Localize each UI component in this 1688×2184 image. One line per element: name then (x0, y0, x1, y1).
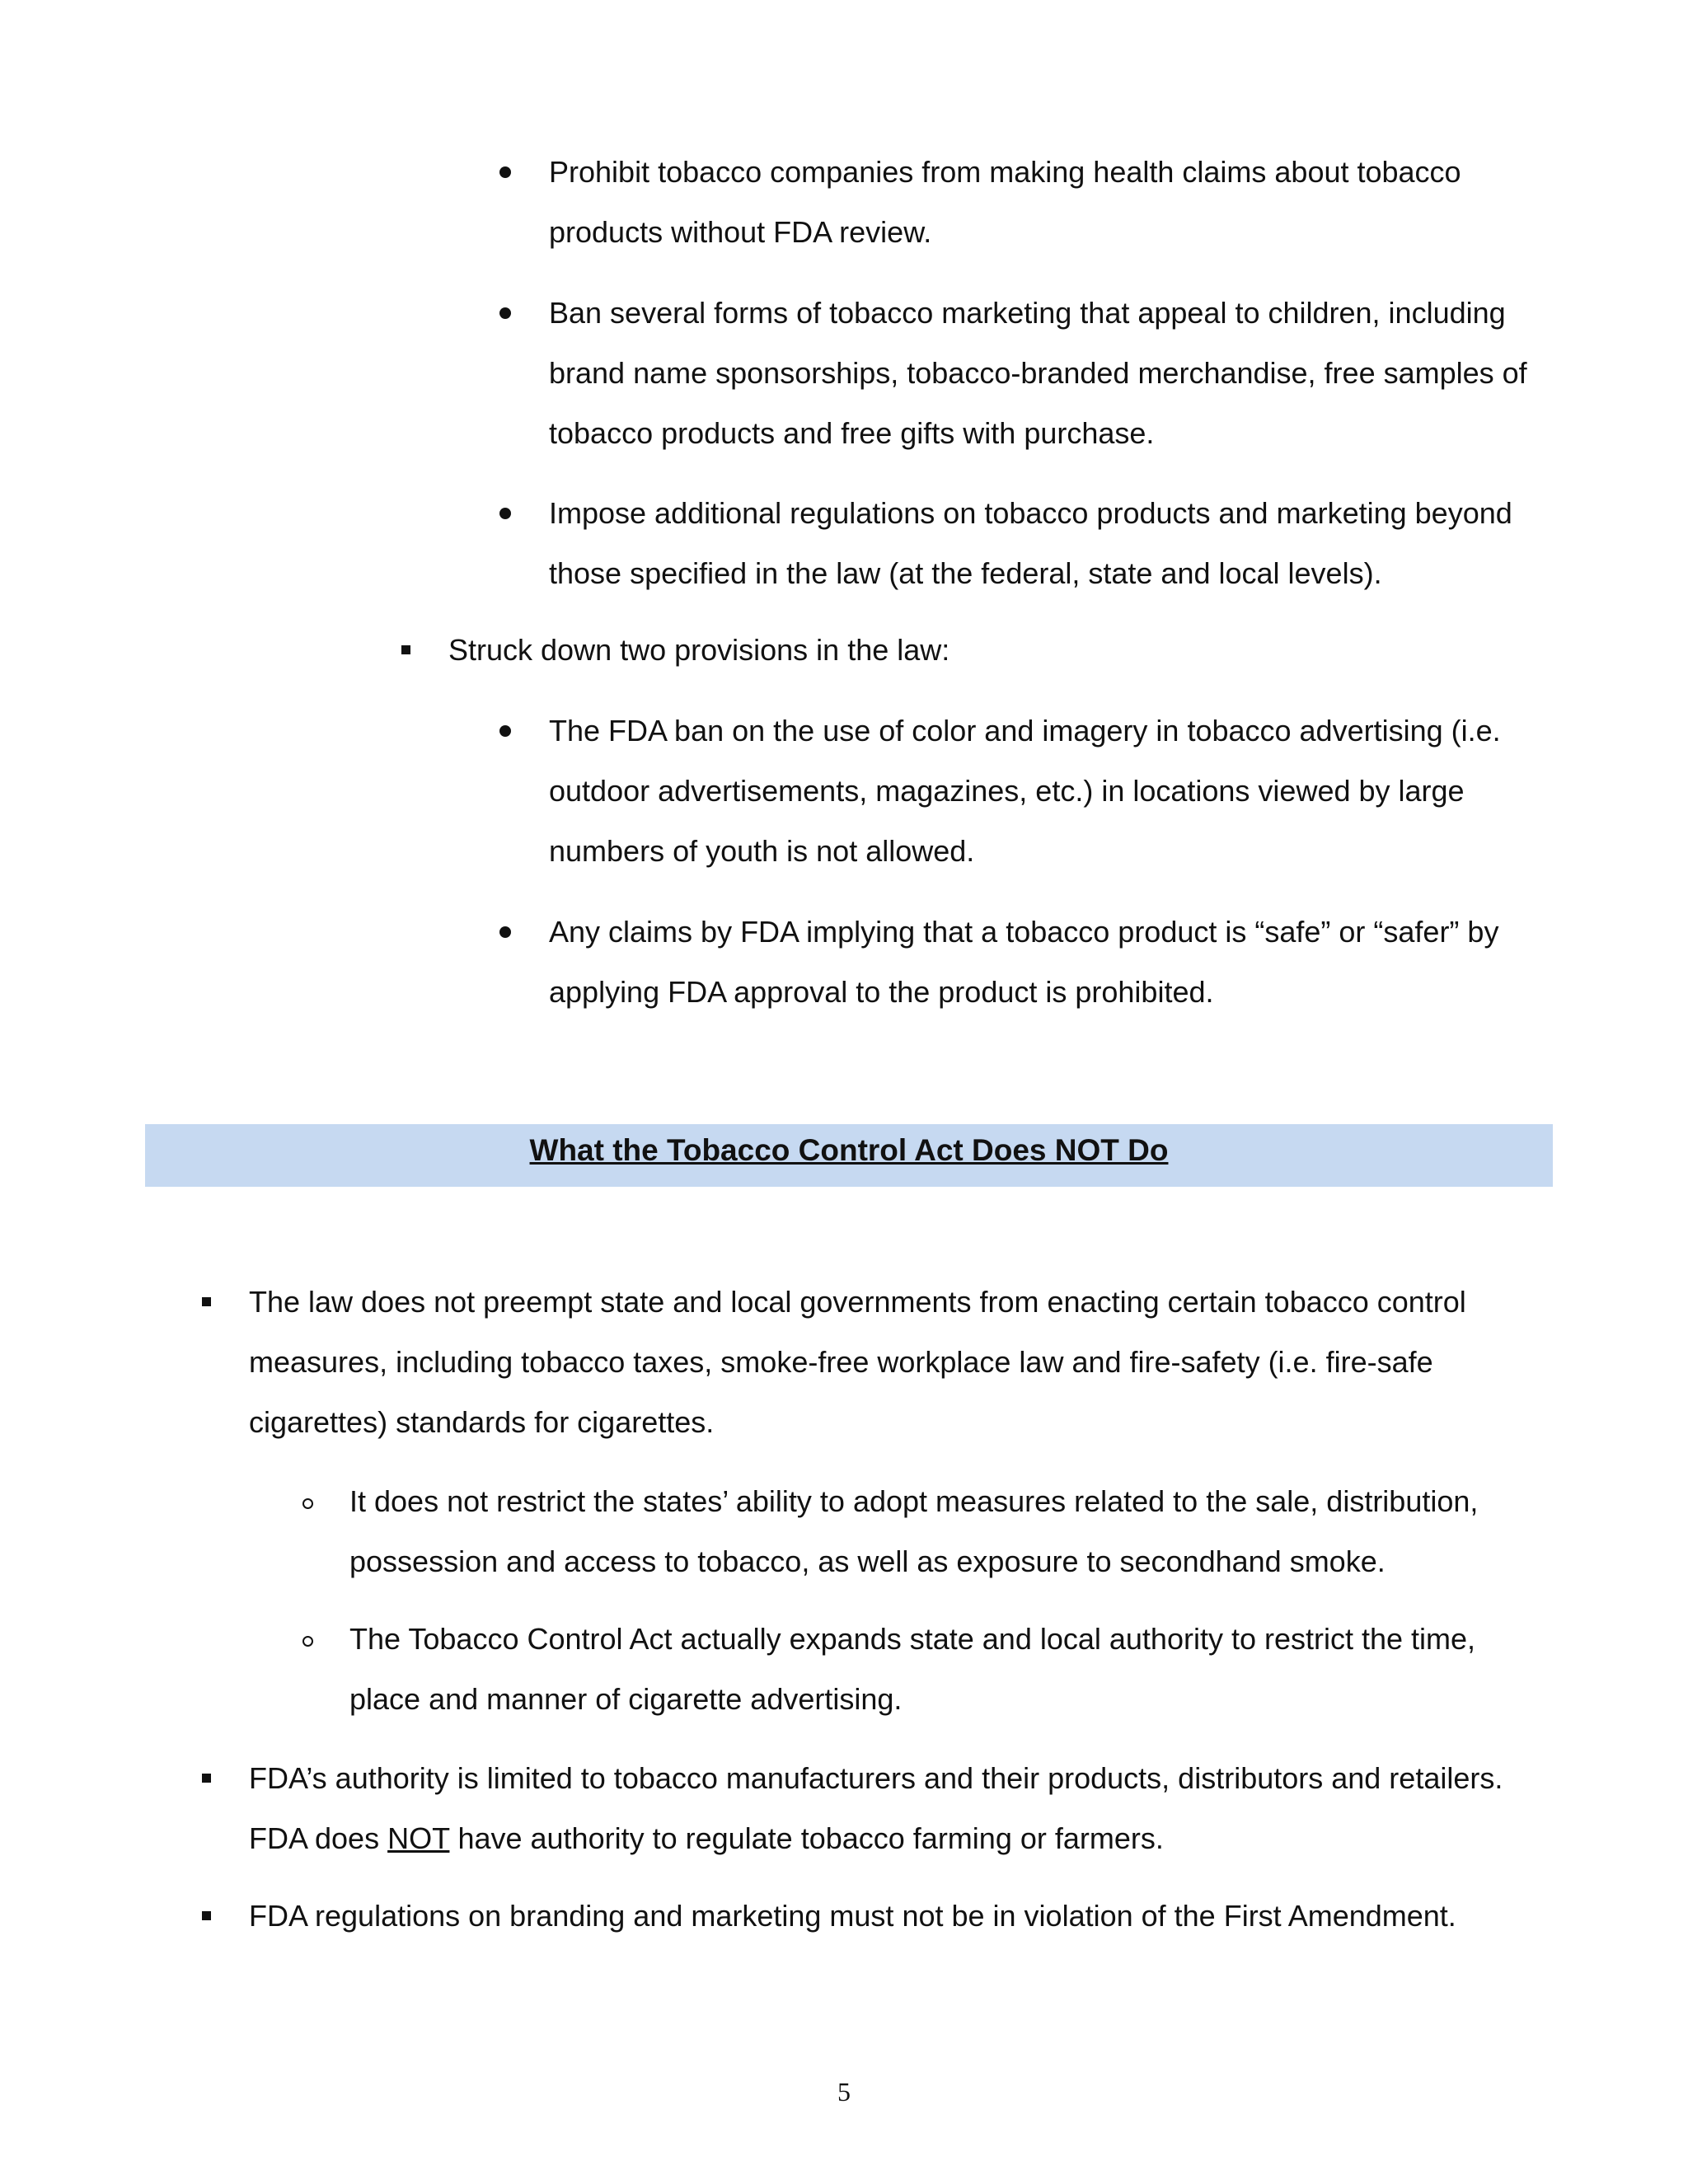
list-item: Prohibit tobacco companies from making health claims about tobacco products without FDA review. (549, 155, 1461, 249)
list-item-text: have authority to regulate tobacco farming or farmers. (449, 1821, 1164, 1855)
circle-bullet-icon (302, 1498, 313, 1509)
emphasis-not: NOT (387, 1821, 450, 1855)
square-bullet-icon (202, 1911, 211, 1920)
bullet-icon (499, 307, 511, 319)
bullet-icon (499, 926, 511, 938)
list-item: The law does not preempt state and local governments from enacting certain tobacco control measures, including tobacco taxes, smoke-free workplace law and fire-safety (i.e. fire-safe cigarettes) standards for cigarettes. (249, 1285, 1466, 1439)
list-item-struck-down: Struck down two provisions in the law: (448, 633, 950, 667)
circle-bullet-icon (302, 1636, 313, 1647)
bullet-icon (499, 508, 511, 519)
list-item: Ban several forms of tobacco marketing that appeal to children, including brand name sponsorships, tobacco-branded merchandise, free samples of tobacco products and free gifts with purchase. (549, 296, 1527, 450)
list-item: FDA regulations on branding and marketing must not be in violation of the First Amendment. (249, 1899, 1456, 1933)
square-bullet-icon (202, 1297, 211, 1306)
square-bullet-icon (401, 645, 410, 654)
page-number: 5 (837, 2077, 851, 2107)
list-item: It does not restrict the states’ ability to adopt measures related to the sale, distribution, possession and access to tobacco, as well as exposure to secondhand smoke. (349, 1484, 1479, 1578)
bullet-icon (499, 166, 511, 178)
list-item: Any claims by FDA implying that a tobacco product is “safe” or “safer” by applying FDA approval to the product is prohibited. (549, 915, 1499, 1009)
section-heading-band (145, 1124, 1553, 1187)
list-item: Impose additional regulations on tobacco products and marketing beyond those specified in the law (at the federal, state and local levels). (549, 496, 1512, 590)
list-item (249, 1748, 1535, 1868)
section-heading: What the Tobacco Control Act Does NOT Do (529, 1133, 1169, 1167)
bullet-icon (499, 725, 511, 737)
list-item: The Tobacco Control Act actually expands state and local authority to restrict the time, place and manner of cigarette advertising. (349, 1622, 1476, 1716)
list-item-text: FDA’s authority is limited to tobacco manufacturers and their products, distributors and retailers. FDA does (249, 1761, 1503, 1855)
square-bullet-icon (202, 1774, 211, 1783)
list-item: The FDA ban on the use of color and imagery in tobacco advertising (i.e. outdoor advertisements, magazines, etc.) in locations viewed by large numbers of youth is not allowed. (549, 714, 1501, 868)
